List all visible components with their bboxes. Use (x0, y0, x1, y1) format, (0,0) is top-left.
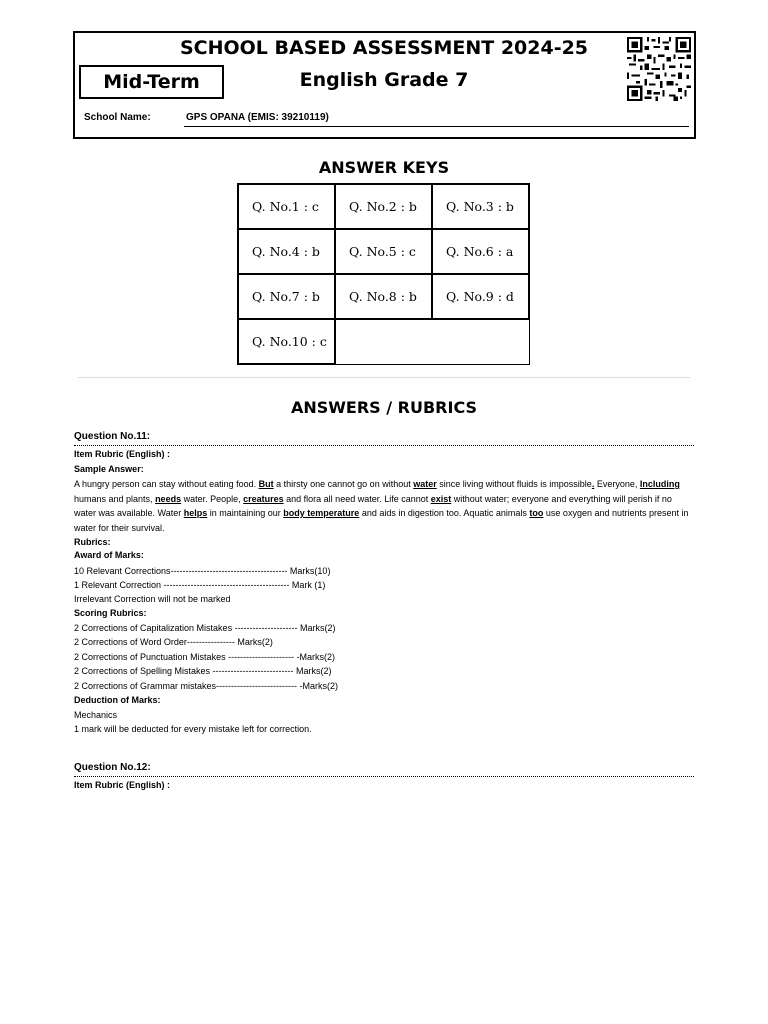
deduction-line: 1 mark will be deducted for every mistake left for correction. (74, 724, 312, 734)
sample-text-fragment: water. People, (181, 493, 244, 504)
section-divider (78, 377, 690, 378)
dotted-divider (74, 776, 694, 777)
answer-key-cell: Q. No.4 : b (238, 229, 335, 274)
scoring-line: 2 Corrections of Punctuation Mistakes ---------------------- -Marks(2) (74, 652, 336, 662)
sample-text-fragment: Everyone, (594, 479, 640, 489)
school-name-value: GPS OPANA (EMIS: 39210119) (186, 112, 329, 123)
award-of-marks-label: Award of Marks: (74, 550, 144, 560)
sample-text-fragment: since living without fluids is impossible (436, 479, 592, 489)
page-title: SCHOOL BASED ASSESSMENT 2024-25 (179, 37, 589, 59)
award-line: 10 Relevant Corrections--------------------------------------- Marks(10) (74, 566, 331, 576)
answer-key-cell: Q. No.8 : b (335, 274, 432, 319)
scoring-rubrics-label: Scoring Rubrics: (74, 608, 147, 618)
sample-text-fragment: humans and plants, (74, 493, 156, 504)
deduction-of-marks-label: Deduction of Marks: (74, 695, 161, 705)
rubrics-title: ANSWERS / RUBRICS (290, 398, 478, 417)
sample-text-fragment: without water; everyone and everything will perish if no water was available. Water (74, 493, 672, 518)
underlined-correction: But (258, 479, 274, 489)
sample-text-fragment: and aids in digestion too. Aquatic animals (359, 508, 530, 518)
answer-key-cell: Q. No.1 : c (238, 184, 335, 229)
underlined-correction: . (591, 479, 595, 489)
sample-text-fragment: a thirsty one cannot go on without (273, 479, 414, 489)
sample-text-fragment: in maintaining our (207, 508, 284, 518)
table-row (238, 229, 529, 274)
answer-key-cell: Q. No.10 : c (238, 319, 335, 364)
answer-key-cell: Q. No.6 : a (432, 229, 529, 274)
table-row (238, 184, 529, 229)
qr-code-icon (627, 37, 691, 101)
question-11-heading: Question No.11: (74, 431, 151, 442)
item-rubric-label: Item Rubric (English) : (74, 449, 171, 459)
answer-key-cell: Q. No.2 : b (335, 184, 432, 229)
table-row (238, 274, 529, 319)
sample-text-fragment: use oxygen and nutrients present in water for their survival. (74, 508, 689, 533)
underlined-correction: creatures (243, 493, 284, 504)
scoring-line: 2 Corrections of Word Order---------------- Marks(2) (74, 637, 273, 647)
sample-text-fragment: A hungry person can stay without eating food. (74, 479, 259, 489)
scoring-line: 2 Corrections of Grammar mistakes--------------------------- -Marks(2) (74, 681, 338, 691)
underlined-correction: needs (155, 493, 182, 504)
question-12-heading: Question No.12: (74, 762, 151, 773)
scoring-line: 2 Corrections of Spelling Mistakes --------------------------- Marks(2) (74, 666, 332, 676)
sample-answer-text (74, 477, 696, 535)
answer-keys-title: ANSWER KEYS (318, 158, 450, 177)
sample-answer-label: Sample Answer: (74, 464, 144, 474)
answer-key-cell: Q. No.3 : b (432, 184, 529, 229)
school-name-underline (184, 126, 689, 127)
rubrics-label: Rubrics: (74, 537, 111, 547)
award-line: Irrelevant Correction will not be marked (74, 594, 231, 604)
table-row (238, 319, 529, 364)
school-name-label: School Name: (84, 112, 151, 123)
underlined-correction: Including (639, 479, 680, 489)
underlined-correction: body temperature (283, 508, 360, 518)
dotted-divider (74, 445, 694, 446)
answer-key-cell: Q. No.7 : b (238, 274, 335, 319)
scoring-line: 2 Corrections of Capitalization Mistakes --------------------- Marks(2) (74, 623, 336, 633)
answer-key-cell: Q. No.5 : c (335, 229, 432, 274)
answer-key-empty-cell (335, 319, 529, 364)
term-label: Mid-Term (79, 65, 224, 99)
award-line: 1 Relevant Correction ------------------------------------------ Mark (1) (74, 580, 326, 590)
underlined-correction: water (413, 479, 437, 489)
sample-text-fragment: and flora all need water. Life cannot (283, 493, 431, 504)
item-rubric-label: Item Rubric (English) : (74, 780, 171, 790)
page-subtitle: English Grade 7 (299, 69, 469, 91)
answer-key-cell: Q. No.9 : d (432, 274, 529, 319)
underlined-correction: helps (183, 508, 208, 518)
underlined-correction: too (529, 508, 544, 518)
deduction-line: Mechanics (74, 710, 118, 720)
answer-keys-table (237, 183, 530, 365)
underlined-correction: exist (430, 493, 452, 504)
